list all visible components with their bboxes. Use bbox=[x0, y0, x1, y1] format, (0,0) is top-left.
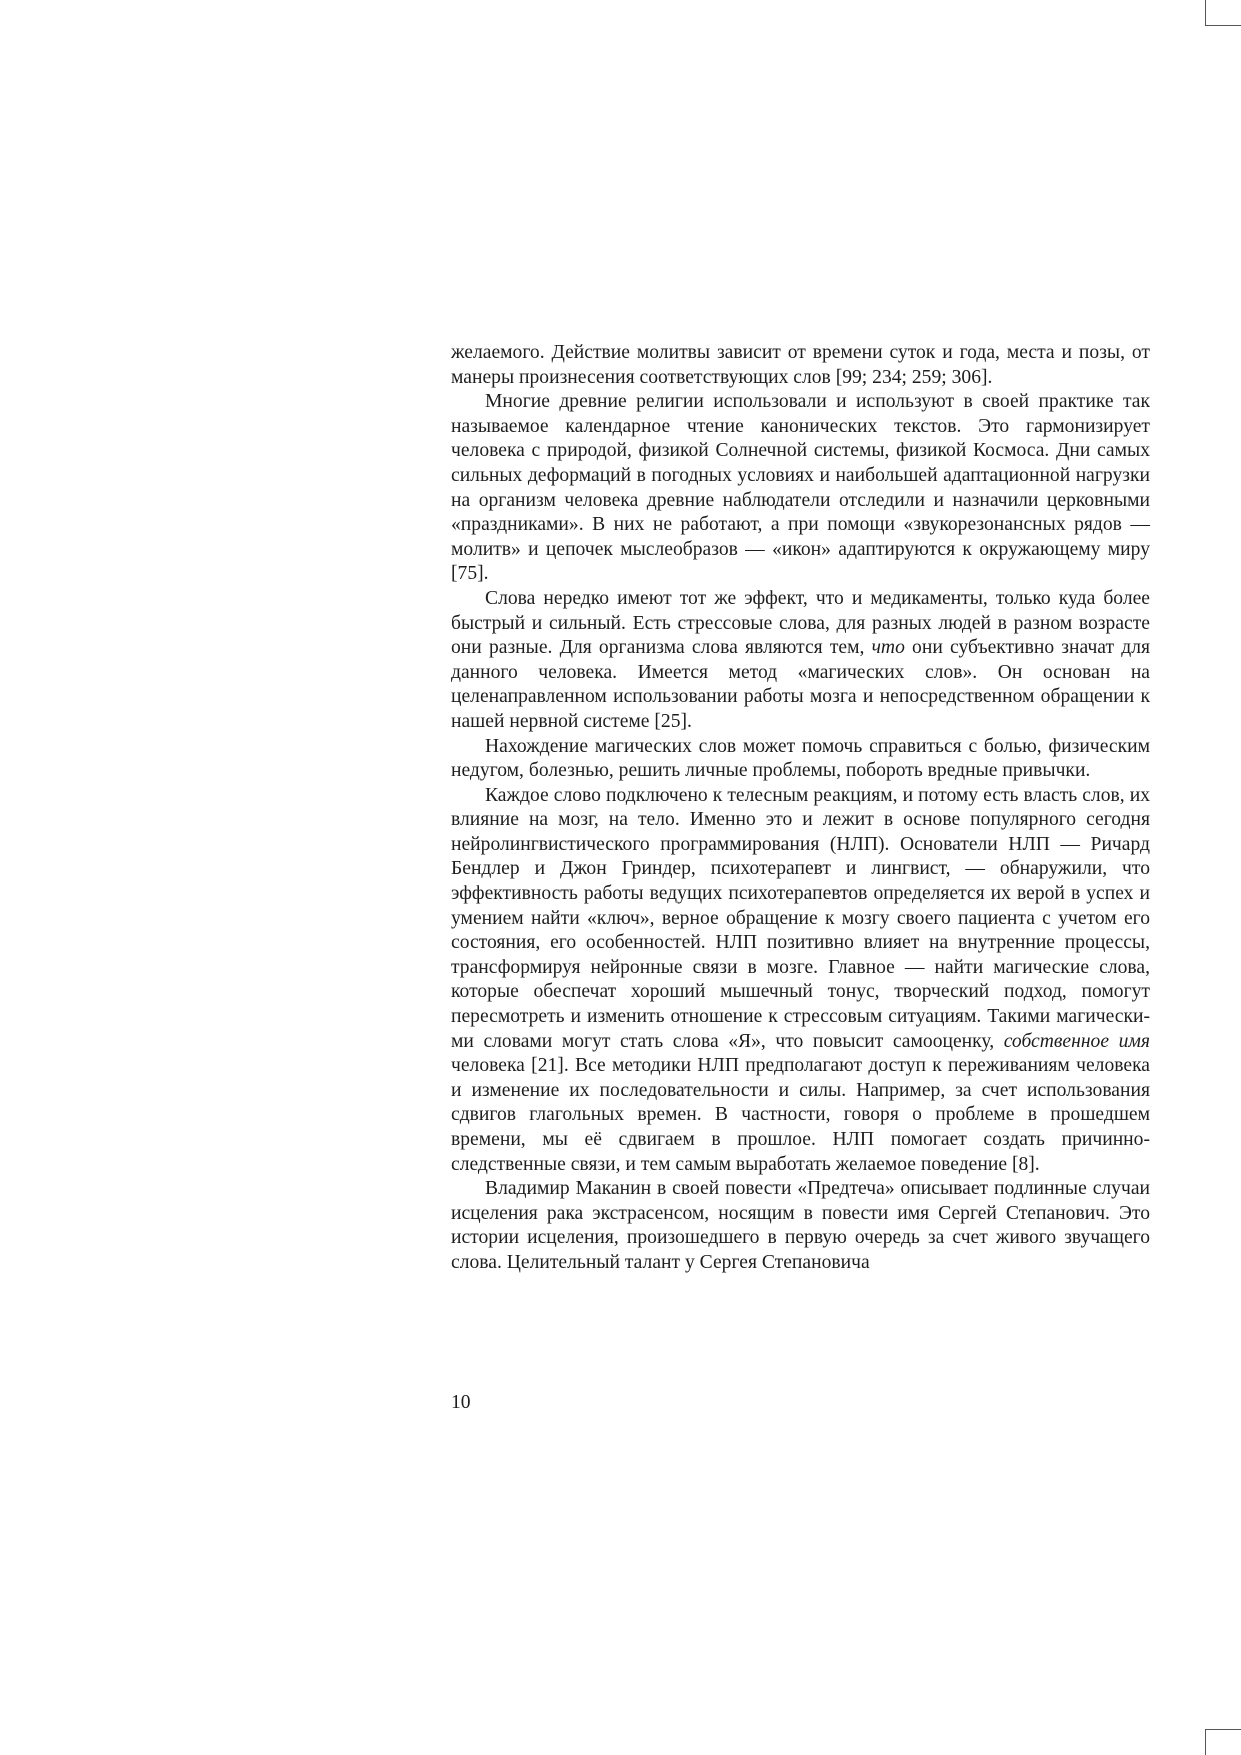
crop-mark-top-horizontal bbox=[1205, 25, 1241, 26]
paragraph-text: Каждое слово подключено к телесным реакциям, и потому есть власть слов, их влияние на мозг, на тело. Именно это и лежит в основе популярного сегодня нейролингвистического программирования (НЛП). Основатели НЛП — Ричард Бендлер и Джон Гриндер, психотерапевт и лингвист, — обнаружили, что эффективность работы ведущих психотерапевтов определяется их верой в успех и умением найти «ключ», верное обращение к мозгу своего пациента с учетом его состояния, его особенностей. НЛП позитивно влияет на внутренние процессы, трансформируя нейронные связи в мозге. Главное — найти магические слова, которые обеспечат хороший мышечный тонус, творческий подход, помогут пересмотреть и изменить отношение к стрессовым ситуациям. Такими магическими словами могут стать слова «Я», что повысит самооценку, bbox=[451, 784, 1150, 1052]
paragraph-text: Слова нередко имеют тот же эффект, что и медикаменты, только куда более быстрый и сильный. Есть стрессовые слова, для разных людей в разном возрасте они разные. Для организма слова являются тем, bbox=[451, 587, 1150, 659]
paragraph bbox=[451, 341, 1150, 390]
italic-text: собственное имя bbox=[1003, 1030, 1150, 1052]
italic-text: что bbox=[871, 637, 905, 659]
paragraph bbox=[451, 784, 1150, 1178]
page-number: 10 bbox=[451, 1392, 471, 1413]
paragraph bbox=[451, 1177, 1150, 1275]
paragraph bbox=[451, 735, 1150, 784]
paragraph-text: Нахождение магических слов может помочь справиться с болью, физическим недугом, болезнью, решить личные проблемы, побороть вредные привычки. bbox=[451, 735, 1150, 782]
body-text bbox=[451, 341, 1150, 1276]
crop-mark-bottom-vertical bbox=[1205, 1729, 1206, 1755]
paragraph bbox=[451, 390, 1150, 587]
paragraph-text: человека [21]. Все методики НЛП предполагают доступ к переживаниям человека и изменение их последовательности и силы. Например, за счет использования сдвигов глагольных времен. В частности, говоря о проблеме в прошедшем времени, мы её сдвигаем в прошлое. НЛП помогает создать причинно-следственные связи, и тем самым выработать желаемое поведение [8]. bbox=[451, 1055, 1150, 1175]
paragraph-text: Владимир Маканин в своей повести «Предтеча» описывает подлинные случаи исцеления рака экстрасенсом, носящим в повести имя Сергей Степанович. Это истории исцеления, произошедшего в первую очередь за счет живого звучащего слова. Целительный талант у Сергея Степановича bbox=[451, 1178, 1150, 1273]
crop-mark-bottom-horizontal bbox=[1205, 1729, 1241, 1730]
crop-mark-top-vertical bbox=[1205, 0, 1206, 26]
paragraph-text: Многие древние религии использовали и используют в своей практике так называемое календарное чтение канонических текстов. Это гармонизирует человека с природой, физикой Солнечной системы, физикой Космоса. Дни самых сильных деформаций в погодных условиях и наибольшей адаптационной нагрузки на организм человека древние наблюдатели отследили и назначили церковными «праздниками». В них не работают, а при помощи «звукорезонансных рядов — молитв» и цепочек мыслеобразов — «икон» адаптируются к окружающему миру [75]. bbox=[451, 391, 1150, 585]
paragraph-text: они субъективно значат для данного человека. Имеется метод «магических слов». Он основан на целенаправленном использовании работы мозга и непосредственном обращении к нашей нервной системе [25]. bbox=[451, 637, 1150, 732]
paragraph-text: желаемого. Действие молитвы зависит от времени суток и года, места и позы, от манеры произнесения соответствующих слов [99; 234; 259; 306]. bbox=[451, 342, 1150, 388]
paragraph bbox=[451, 587, 1150, 735]
